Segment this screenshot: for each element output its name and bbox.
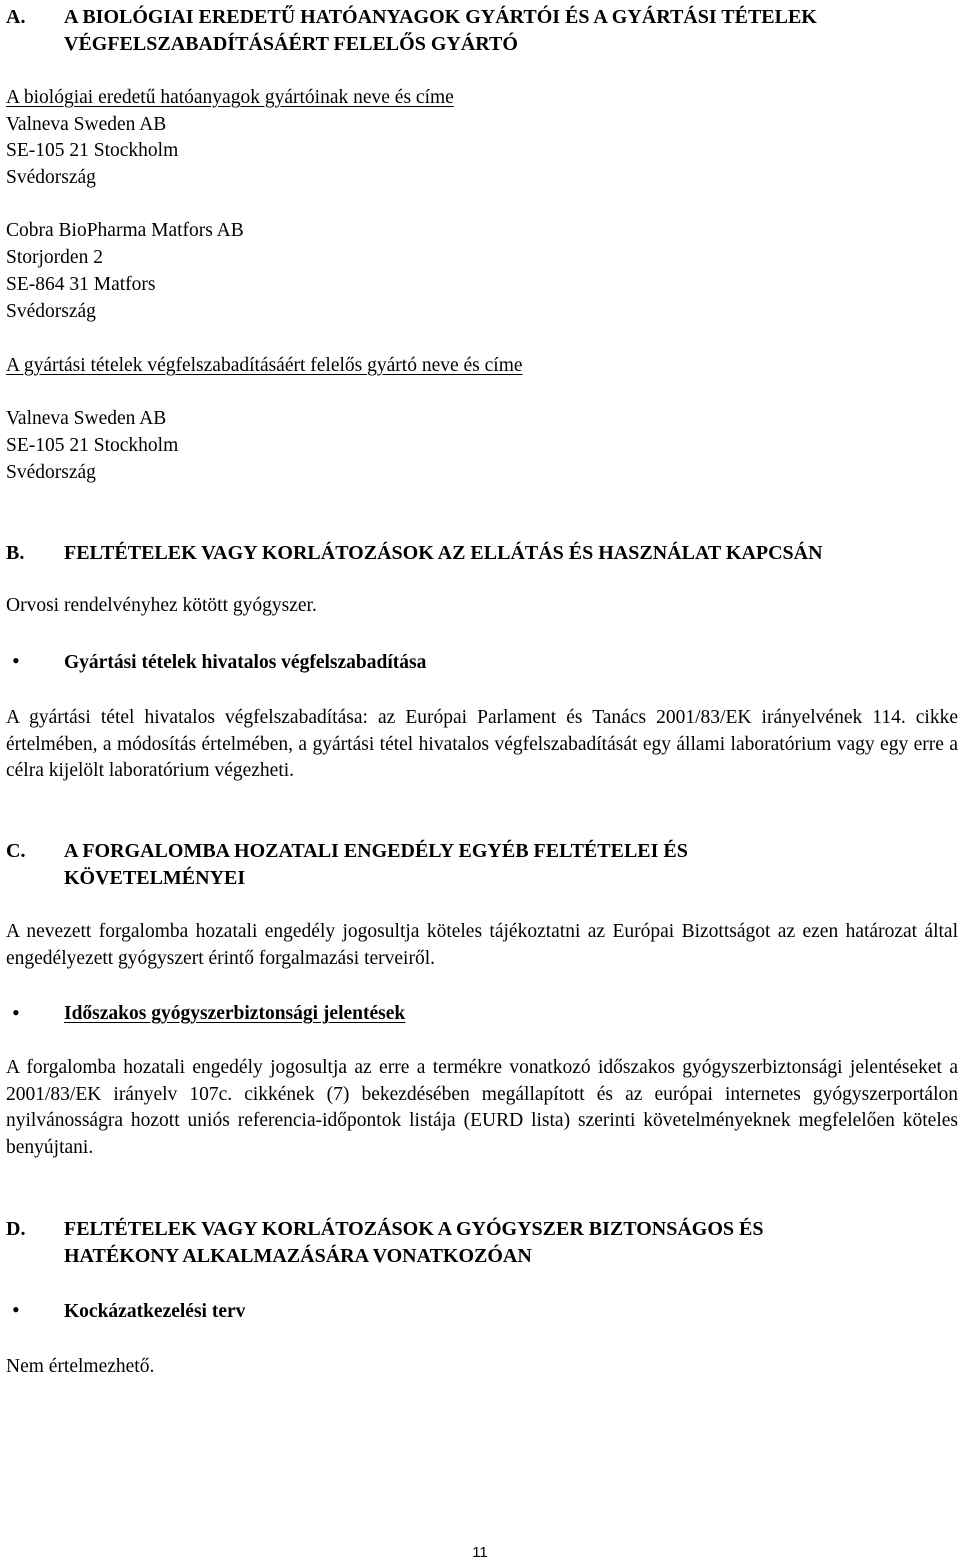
official-batch-release-heading: Gyártási tételek hivatalos végfelszabadítása: [64, 652, 427, 673]
psur-heading: Időszakos gyógyszerbiztonsági jelentések: [64, 1003, 406, 1024]
section-c-title-line1: A FORGALOMBA HOZATALI ENGEDÉLY EGYÉB FELTÉTELEI ÉS: [64, 840, 688, 862]
section-a-title-line2: VÉGFELSZABADÍTÁSÁÉRT FELELŐS GYÁRTÓ: [64, 33, 518, 55]
manufacturer-1-name: Valneva Sweden AB: [6, 114, 167, 135]
manufacturer-3-country: Svédország: [6, 462, 96, 483]
section-a-number: A.: [6, 6, 26, 28]
manufacturer-3-address: SE-105 21 Stockholm: [6, 435, 179, 456]
bullet-icon: •: [12, 648, 20, 673]
manufacturer-1-address: SE-105 21 Stockholm: [6, 140, 179, 161]
marketing-plans-paragraph: A nevezett forgalomba hozatali engedély jogosultja köteles tájékoztatni az Európai Bizottságot az ezen határozat által engedélyezett gyógyszert érintő forgalmazási terveiről.: [6, 921, 958, 969]
section-d-title-line1: FELTÉTELEK VAGY KORLÁTOZÁSOK A GYÓGYSZER BIZTONSÁGOS ÉS: [64, 1218, 764, 1240]
official-batch-release-paragraph: A gyártási tétel hivatalos végfelszabadítása: az Európai Parlament és Tanács 2001/83/EK irányelvének 114. cikke értelmében, a módosítás értelmében, a gyártási tétel hivatalos végfelszabadítását egy állami laboratórium vagy egy erre a célra kijelölt laboratórium végezheti.: [6, 707, 958, 781]
biological-manufacturers-subheading: A biológiai eredetű hatóanyagok gyártóinak neve és címe: [6, 87, 454, 108]
section-b-title: FELTÉTELEK VAGY KORLÁTOZÁSOK AZ ELLÁTÁS ÉS HASZNÁLAT KAPCSÁN: [64, 542, 823, 564]
batch-release-subheading: A gyártási tételek végfelszabadításáért felelős gyártó neve és címe: [6, 355, 523, 376]
bullet-icon: •: [12, 1000, 20, 1025]
section-c-title-line2: KÖVETELMÉNYEI: [64, 867, 246, 889]
manufacturer-3-name: Valneva Sweden AB: [6, 408, 167, 429]
section-b-number: B.: [6, 542, 25, 564]
bullet-icon: •: [12, 1297, 20, 1322]
risk-management-plan-heading: Kockázatkezelési terv: [64, 1301, 246, 1322]
psur-paragraph: A forgalomba hozatali engedély jogosultja az erre a termékre vonatkozó időszakos gyógyszerbiztonsági jelentéseket a 2001/83/EK irányelv 107c. cikkének (7) bekezdésében megállapított és az európai internetes gyógyszerportálon nyilvánosságra hozott uniós referencia-időpontok listája (EURD lista) szerinti követelményeknek megfelelően köteles benyújtani.: [6, 1057, 958, 1158]
section-c-number: C.: [6, 840, 26, 862]
manufacturer-2-name: Cobra BioPharma Matfors AB: [6, 220, 244, 241]
not-applicable-text: Nem értelmezhető.: [6, 1356, 155, 1377]
manufacturer-1-country: Svédország: [6, 167, 96, 188]
section-d-title-line2: HATÉKONY ALKALMAZÁSÁRA VONATKOZÓAN: [64, 1245, 532, 1267]
manufacturer-2-city: SE-864 31 Matfors: [6, 274, 156, 295]
page-number: 11: [472, 1544, 488, 1561]
manufacturer-2-street: Storjorden 2: [6, 247, 103, 268]
prescription-status-text: Orvosi rendelvényhez kötött gyógyszer.: [6, 595, 317, 616]
section-a-title-line1: A BIOLÓGIAI EREDETŰ HATÓANYAGOK GYÁRTÓI ÉS A GYÁRTÁSI TÉTELEK: [64, 6, 817, 28]
section-d-number: D.: [6, 1218, 26, 1240]
manufacturer-2-country: Svédország: [6, 301, 96, 322]
